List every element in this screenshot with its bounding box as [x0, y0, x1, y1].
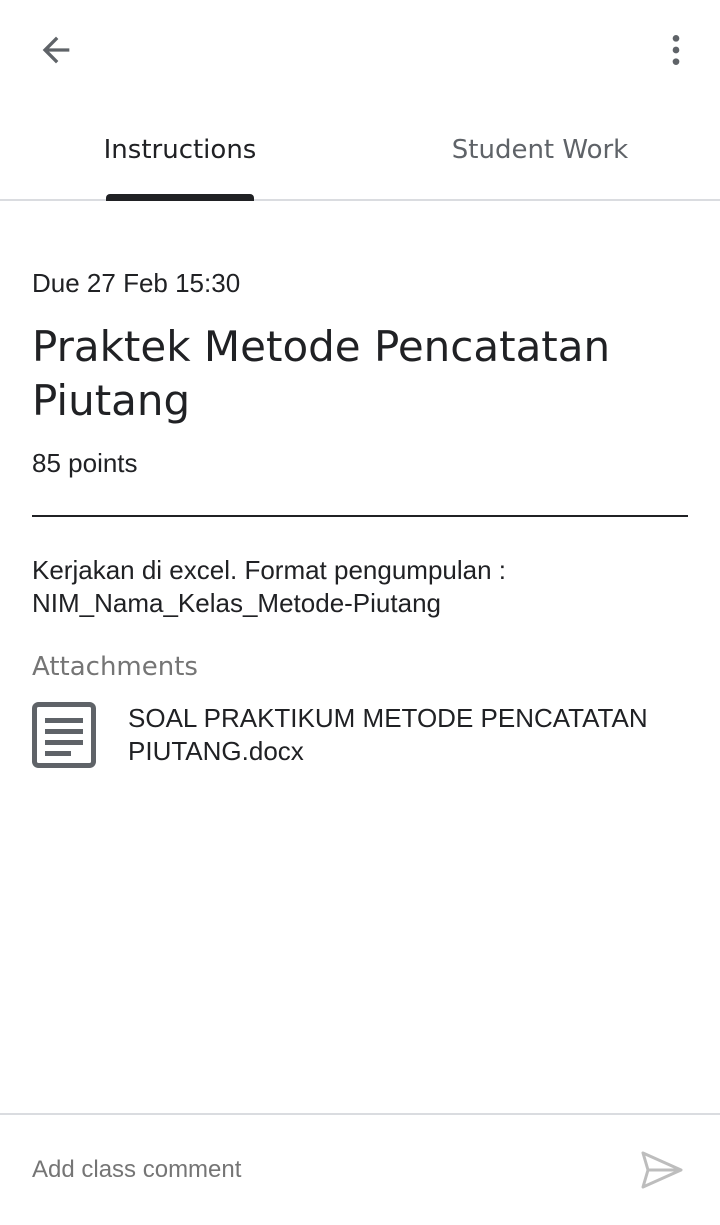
attachments-heading: Attachments — [32, 652, 198, 682]
app-bar — [0, 0, 720, 100]
active-tab-indicator — [106, 194, 254, 201]
assignment-title: Praktek Metode Pencatatan Piutang — [32, 322, 611, 425]
back-button[interactable] — [24, 18, 88, 82]
divider — [32, 515, 688, 517]
comment-divider — [0, 1113, 720, 1115]
assignment-points: 85 points — [32, 448, 138, 478]
tab-instructions[interactable]: Instructions — [103, 134, 257, 165]
class-comment-input[interactable] — [32, 1140, 612, 1200]
arrow-back-icon — [36, 30, 76, 70]
description-line: NIM_Nama_Kelas_Metode-Piutang — [32, 588, 441, 618]
more-options-button[interactable] — [644, 18, 708, 82]
attachment-item[interactable] — [32, 700, 688, 776]
description-line: Kerjakan di excel. Format pengumpulan : — [32, 555, 507, 585]
document-icon — [32, 702, 96, 768]
assignment-description — [32, 554, 672, 620]
tab-student-work[interactable]: Student Work — [451, 134, 629, 165]
due-date: Due 27 Feb 15:30 — [32, 268, 241, 298]
attachment-name: SOAL PRAKTIKUM METODE PENCATATAN PIUTANG.docx — [128, 703, 648, 766]
more-vert-icon — [656, 30, 696, 70]
tab-bar — [0, 100, 720, 201]
send-comment-button[interactable] — [634, 1144, 690, 1196]
send-icon — [640, 1150, 684, 1190]
